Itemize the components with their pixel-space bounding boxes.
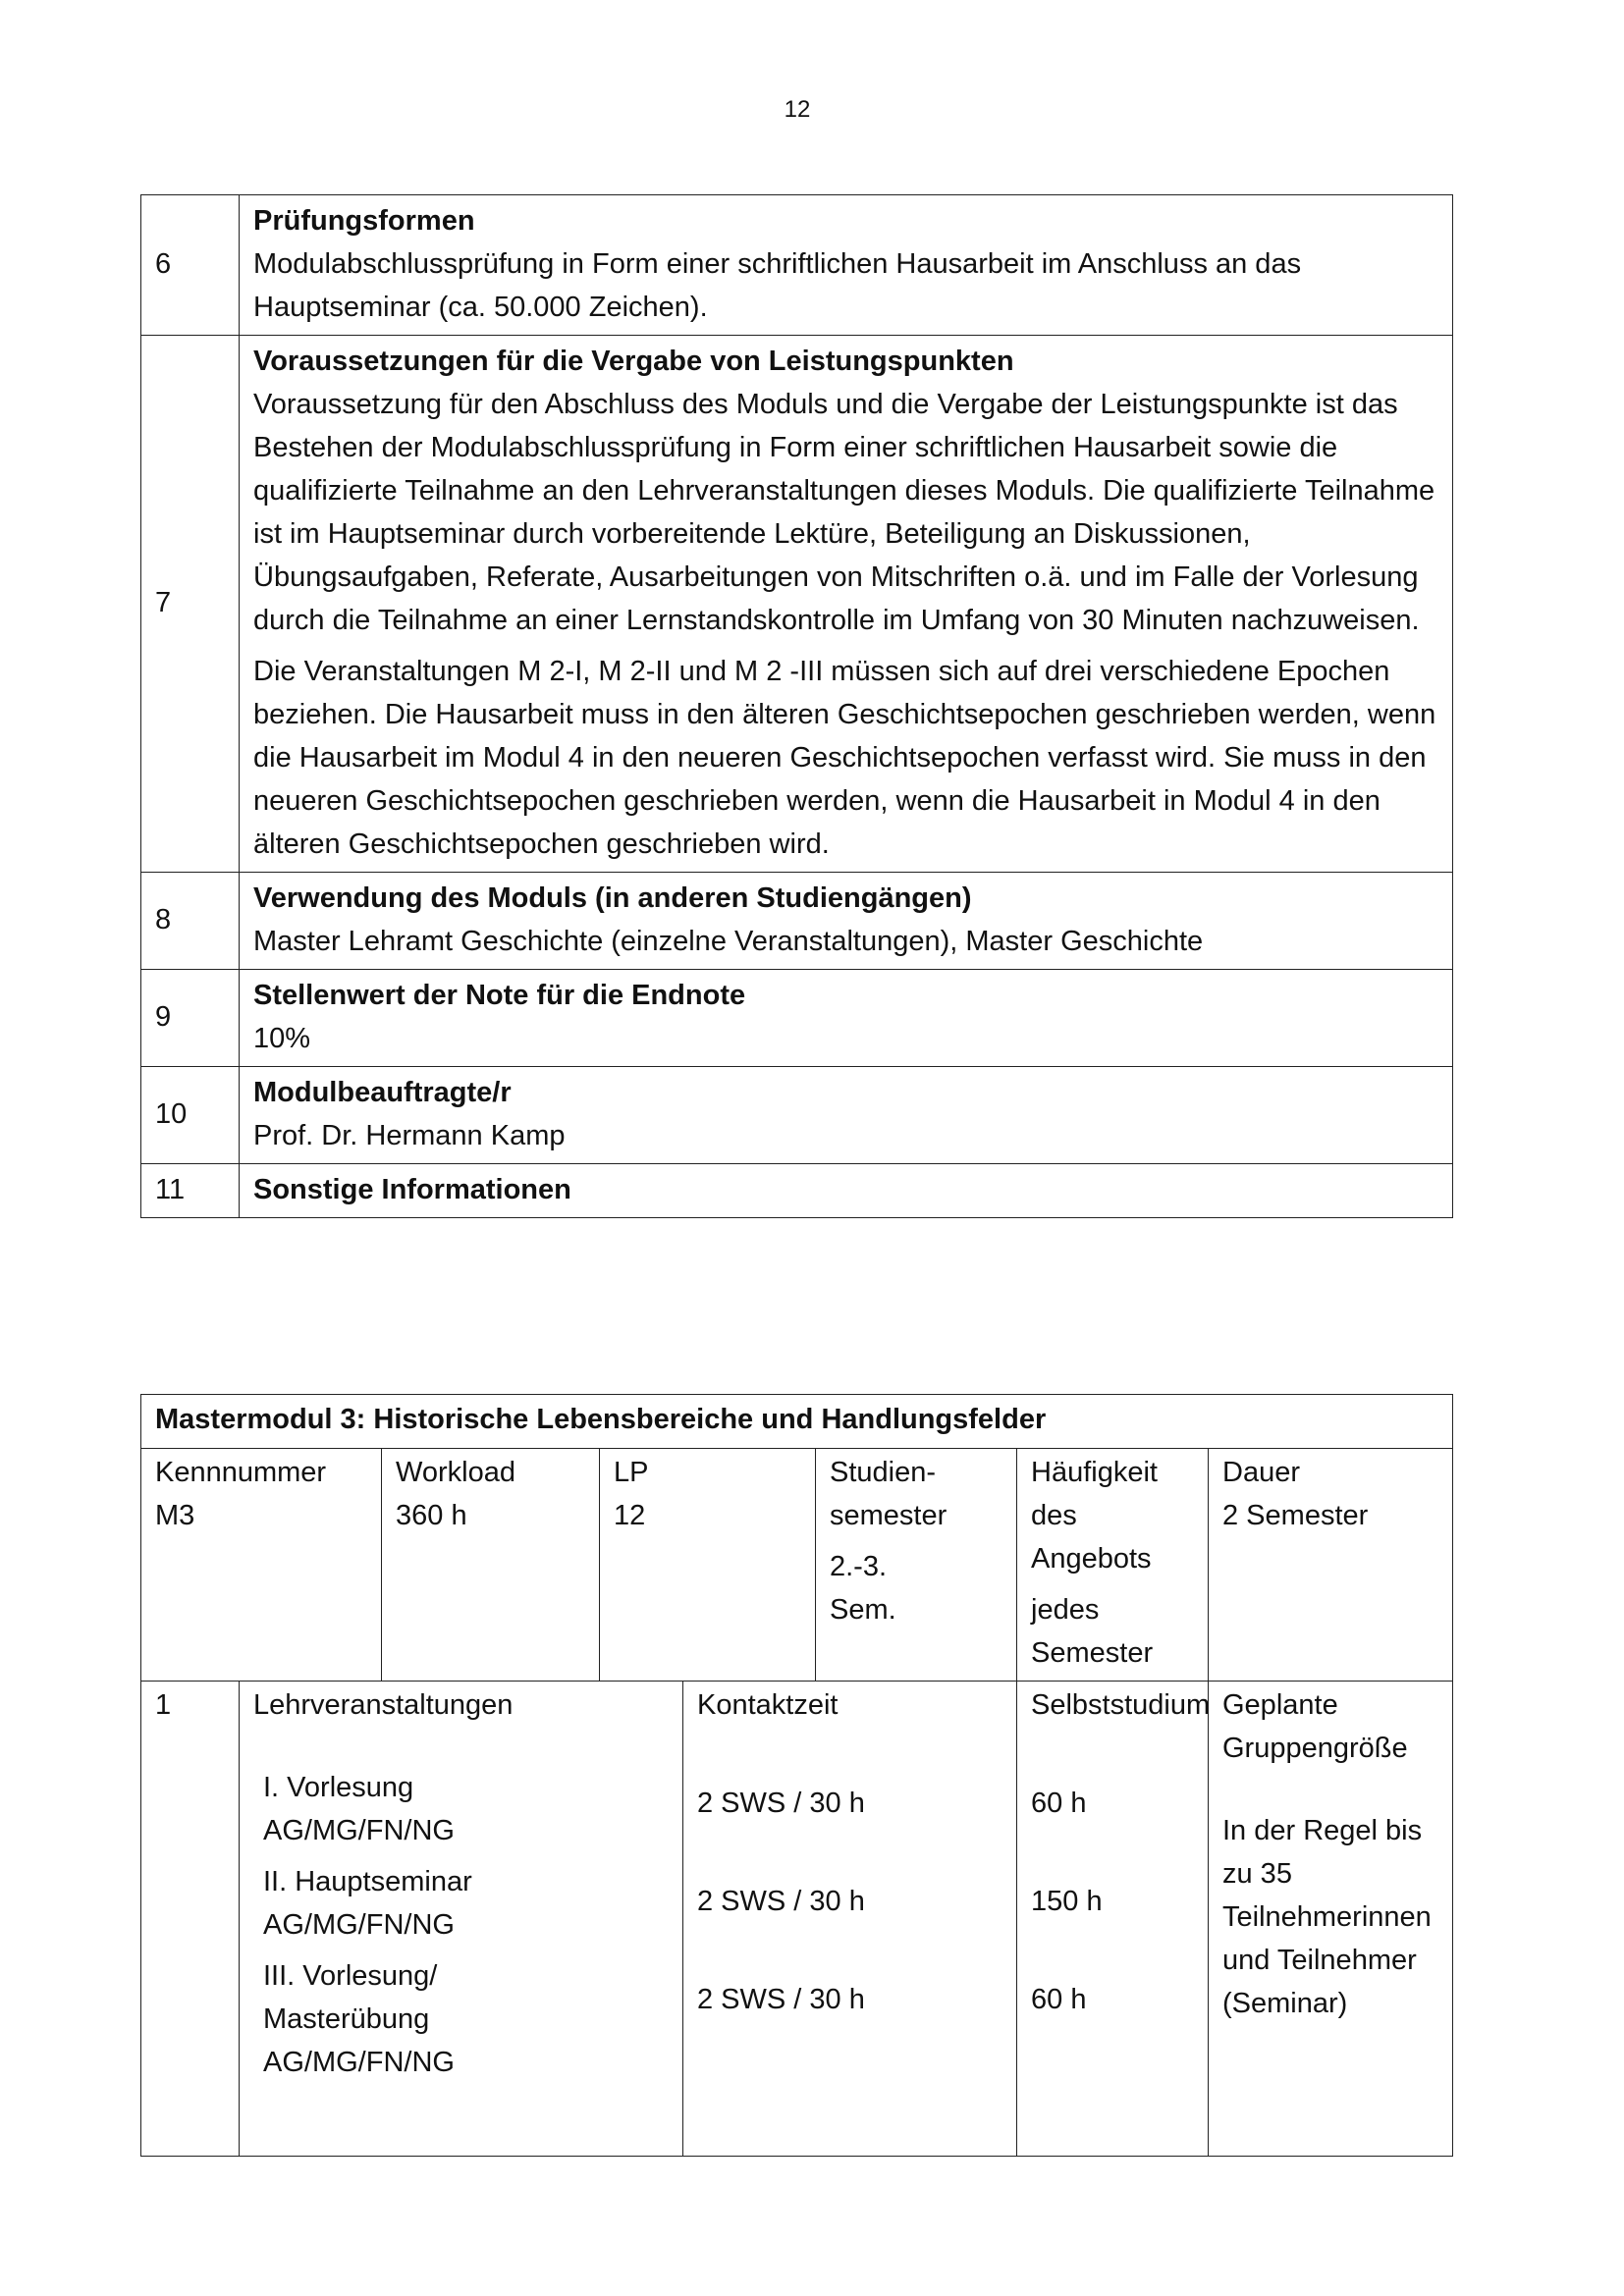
workload-label: Workload [396,1457,515,1488]
text-line: beziehen. Die Hausarbeit muss in den älteren Geschichtsepochen geschrieben werden, wenn [253,699,1436,730]
text-line: die Hausarbeit im Modul 4 in den neueren Geschichtsepochen verfasst wird. Sie muss in den [253,742,1427,774]
kontaktzeit-value: 2 SWS / 30 h [697,1788,865,1819]
text-line: Hauptseminar (ca. 50.000 Zeichen). [253,292,708,323]
kontaktzeit-value: 2 SWS / 30 h [697,1984,865,2015]
lp-value: 12 [614,1500,646,1531]
kontaktzeit-header: Kontaktzeit [697,1689,839,1721]
course-epochs: AG/MG/FN/NG [263,1909,455,1941]
row-number: 9 [141,970,240,1067]
row-content [240,1164,1453,1218]
module-row [141,1067,1453,1164]
row-content [240,195,1453,336]
text-line: durch die Teilnahme an einer Lernstandskontrolle im Umfang von 30 Minuten nachzuweisen. [253,605,1420,636]
studiensemester-value-1: 2.-3. [830,1551,888,1582]
text-line: qualifizierte Teilnahme an den Lehrveranstaltungen dieses Moduls. Die qualifizierte Teilnahme [253,475,1435,507]
row-paragraph [253,1017,1438,1060]
module-row [141,873,1453,970]
lp-label: LP [614,1457,649,1488]
text-line: ist im Hauptseminar durch vorbereitende Lektüre, Beteiligung an Diskussionen, [253,518,1251,550]
text-line: Die Veranstaltungen M 2-I, M 2-II und M 2 -III müssen sich auf drei verschiedene Epochen [253,656,1390,687]
studiensemester-label-1: Studien- [830,1457,937,1488]
workload-value: 360 h [396,1500,467,1531]
selbststudium-value: 150 h [1031,1886,1103,1917]
course-type: Masterübung [263,2003,430,2035]
kennnummer-cell [141,1449,382,1682]
text-line: 10% [253,1023,311,1054]
gruppengroesse-cell [1209,1682,1453,2157]
row-number: 6 [141,195,240,336]
studiensemester-cell [816,1449,1017,1682]
courses-row-number: 1 [141,1682,240,2157]
text-line: Bestehen der Modulabschlussprüfung in Form einer schriftlichen Hausarbeit sowie die [253,432,1338,463]
row-content [240,336,1453,873]
workload-cell [382,1449,600,1682]
gruppengroesse-line: In der Regel bis [1222,1815,1423,1846]
module-title: Mastermodul 3: Historische Lebensbereiche und Handlungsfelder [141,1395,1453,1449]
row-number: 7 [141,336,240,873]
gruppengroesse-header-1: Geplante [1222,1689,1338,1721]
dauer-label: Dauer [1222,1457,1300,1488]
row-heading: Voraussetzungen für die Vergabe von Leistungspunkten [253,346,1014,377]
gruppengroesse-line: und Teilnehmer [1222,1945,1417,1976]
text-line: Prof. Dr. Hermann Kamp [253,1120,566,1151]
module-row [141,970,1453,1067]
course-item [263,1954,669,2084]
module-row [141,336,1453,873]
gruppengroesse-line: zu 35 [1222,1858,1292,1890]
course-epochs: AG/MG/FN/NG [263,1815,455,1846]
master-module-table [140,1394,1453,2157]
course-item [263,1766,669,1852]
text-line: Voraussetzung für den Abschluss des Moduls und die Vergabe der Leistungspunkte ist das [253,389,1398,420]
row-paragraph [253,1114,1438,1157]
course-name: II. Hauptseminar [263,1866,472,1897]
text-line: älteren Geschichtsepochen geschrieben wird. [253,828,830,860]
row-heading: Modulbeauftragte/r [253,1077,512,1108]
gruppengroesse-header-2: Gruppengröße [1222,1733,1408,1764]
row-paragraph [253,920,1438,963]
module-details-table [140,194,1453,1218]
selbststudium-value: 60 h [1031,1984,1087,2015]
text-line: Modulabschlussprüfung in Form einer schriftlichen Hausarbeit im Anschluss an das [253,248,1302,280]
row-heading: Prüfungsformen [253,205,475,237]
course-name: I. Vorlesung [263,1772,414,1803]
haeufigkeit-label-1: Häufigkeit des [1031,1457,1158,1531]
row-number: 11 [141,1164,240,1218]
row-paragraph [253,383,1438,642]
row-content [240,1067,1453,1164]
kontaktzeit-cell [683,1682,1017,2157]
dauer-cell [1209,1449,1453,1682]
kennnummer-label: Kennnummer [155,1457,327,1488]
course-item [263,1860,669,1947]
lehrveranstaltungen-header: Lehrveranstaltungen [253,1689,514,1721]
course-name: III. Vorlesung/ [263,1960,438,1992]
page-number: 12 [784,96,811,123]
haeufigkeit-cell [1017,1449,1209,1682]
lp-cell [600,1449,816,1682]
studiensemester-value-2: Sem. [830,1594,896,1626]
gruppengroesse-line: Teilnehmerinnen [1222,1901,1432,1933]
module-row [141,1164,1453,1218]
kennnummer-value: M3 [155,1500,195,1531]
haeufigkeit-label-2: Angebots [1031,1543,1152,1575]
row-number: 8 [141,873,240,970]
row-paragraph [253,242,1438,329]
studiensemester-label-2: semester [830,1500,947,1531]
row-content [240,970,1453,1067]
row-paragraph [253,650,1438,866]
row-heading: Stellenwert der Note für die Endnote [253,980,746,1011]
selbststudium-value: 60 h [1031,1788,1087,1819]
lehrveranstaltungen-cell [240,1682,683,2157]
dauer-value: 2 Semester [1222,1500,1369,1531]
text-line: Übungsaufgaben, Referate, Ausarbeitungen von Mitschriften o.ä. und im Falle der Vorlesung [253,561,1419,593]
text-line: Master Lehramt Geschichte (einzelne Veranstaltungen), Master Geschichte [253,926,1204,957]
haeufigkeit-value: jedes Semester [1031,1594,1154,1669]
selbststudium-header: Selbststudium [1031,1689,1211,1721]
row-heading: Sonstige Informationen [253,1174,571,1205]
row-content [240,873,1453,970]
row-number: 10 [141,1067,240,1164]
selbststudium-cell [1017,1682,1209,2157]
text-line: neueren Geschichtsepochen geschrieben werden, wenn die Hausarbeit in Modul 4 in den [253,785,1380,817]
gruppengroesse-line: (Seminar) [1222,1988,1348,2019]
course-epochs: AG/MG/FN/NG [263,2047,455,2078]
module-row [141,195,1453,336]
kontaktzeit-value: 2 SWS / 30 h [697,1886,865,1917]
row-heading: Verwendung des Moduls (in anderen Studiengängen) [253,882,972,914]
